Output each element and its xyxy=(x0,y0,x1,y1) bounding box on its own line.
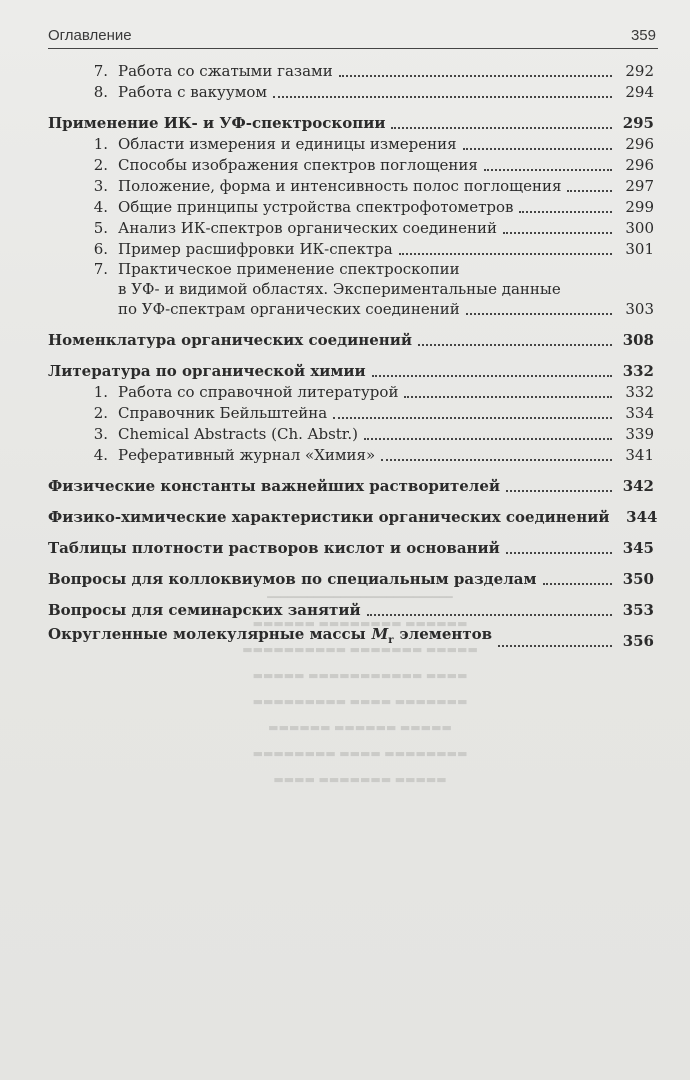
toc-item-number: 1. xyxy=(93,135,108,153)
toc-item-entry[interactable] xyxy=(48,381,654,402)
dot-leader xyxy=(498,631,612,647)
toc-item-entry[interactable] xyxy=(48,444,654,465)
toc-page-number: 332 xyxy=(625,383,654,401)
dot-leader xyxy=(567,176,612,192)
toc-section-entry[interactable] xyxy=(48,110,654,133)
toc-item-number: 3. xyxy=(93,177,108,195)
toc-section-title-tail: элементов xyxy=(399,625,493,643)
toc-item-entry[interactable] xyxy=(48,196,654,217)
toc-page-number: 301 xyxy=(625,240,654,258)
toc-section-entry[interactable] xyxy=(48,625,654,651)
toc-page-number: 296 xyxy=(625,156,654,174)
dot-leader xyxy=(418,330,612,346)
toc-item-title: Справочник Бейльштейна xyxy=(118,404,328,422)
toc-page-number: 344 xyxy=(626,508,658,526)
toc-page-number: 332 xyxy=(622,362,654,380)
toc-page-number: 341 xyxy=(625,446,654,464)
toc-section-entry[interactable] xyxy=(48,566,654,589)
toc-page-number: 295 xyxy=(622,114,654,132)
toc-item-number: 5. xyxy=(93,219,108,237)
toc-item-number: 2. xyxy=(93,156,108,174)
toc-item-entry[interactable] xyxy=(48,423,654,444)
toc-item-number: 4. xyxy=(93,446,108,464)
header-title: Оглавление xyxy=(48,27,132,44)
toc-item-entry[interactable] xyxy=(48,238,654,259)
dot-leader xyxy=(399,239,612,255)
dot-leader xyxy=(484,155,612,171)
toc-section-title-text: Округленные молекулярные массы xyxy=(48,625,366,643)
toc-item-title: Способы изображения спектров поглощения xyxy=(118,156,478,174)
toc-page-number: 292 xyxy=(625,62,654,80)
dot-leader xyxy=(273,82,612,98)
toc-item-title: Chemical Abstracts (Ch. Abstr.) xyxy=(118,425,358,443)
toc-section-entry[interactable] xyxy=(48,535,654,558)
dot-leader xyxy=(333,403,612,419)
toc-item-title: Реферативный журнал «Химия» xyxy=(118,446,376,464)
dot-leader xyxy=(339,61,612,77)
toc-item-entry[interactable] xyxy=(48,154,654,175)
toc-page-number: 334 xyxy=(625,404,654,422)
toc-item-number: 7. xyxy=(93,260,108,278)
toc-item-number: 8. xyxy=(93,83,108,101)
toc-item-number: 1. xyxy=(93,383,108,401)
toc-page-number: 350 xyxy=(622,570,654,588)
toc-item-entry[interactable] xyxy=(48,217,654,238)
toc-page-number: 308 xyxy=(622,331,654,349)
toc-page-number: 356 xyxy=(622,632,654,650)
running-header xyxy=(48,24,658,49)
toc-item-number: 2. xyxy=(93,404,108,422)
dot-leader xyxy=(463,134,612,150)
toc-page-number: 296 xyxy=(625,135,654,153)
toc-item-title: Работа со справочной литературой xyxy=(118,383,399,401)
dot-leader xyxy=(381,445,612,461)
toc-section-entry[interactable] xyxy=(48,504,658,527)
toc-page-number: 299 xyxy=(625,198,654,216)
toc-item-number: 4. xyxy=(93,198,108,216)
toc-item-entry[interactable] xyxy=(48,175,654,196)
toc-item-title-line: в УФ- и видимой областях. Экспериментальные данные xyxy=(118,280,561,298)
toc-section-title xyxy=(48,624,492,651)
toc-page-number: 342 xyxy=(622,477,654,495)
toc-section-title: Номенклатура органических соединений xyxy=(48,331,413,349)
toc-section-title: Применение ИК- и УФ-спектроскопии xyxy=(48,114,386,132)
dot-leader xyxy=(364,424,612,440)
toc-section-title: Физико-химические характеристики органических соединений xyxy=(48,508,610,526)
dot-leader xyxy=(543,569,612,585)
toc-page-number: 294 xyxy=(625,83,654,101)
toc-section-entry[interactable] xyxy=(48,327,654,350)
molar-mass-subscript: r xyxy=(388,635,394,646)
toc-page-number: 303 xyxy=(625,300,654,318)
header-page-number: 359 xyxy=(630,27,656,44)
toc-item-entry[interactable] xyxy=(48,60,654,81)
toc-item-number: 7. xyxy=(93,62,108,80)
toc-item-number: 3. xyxy=(93,425,108,443)
toc-item-title: Анализ ИК-спектров органических соединений xyxy=(118,219,497,237)
toc-section-entry[interactable] xyxy=(48,597,654,620)
toc-item-entry[interactable] xyxy=(48,133,654,154)
dot-leader xyxy=(519,197,612,213)
dot-leader xyxy=(466,299,612,315)
toc-item-title: Положение, форма и интенсивность полос поглощения xyxy=(118,177,562,195)
dot-leader xyxy=(404,382,612,398)
toc-page-number: 300 xyxy=(625,219,654,237)
toc-item-title: Общие принципы устройства спектрофотометров xyxy=(118,198,514,216)
toc-item-title: Работа со сжатыми газами xyxy=(118,62,333,80)
toc-section-entry[interactable] xyxy=(48,473,654,496)
toc-page-number: 345 xyxy=(622,539,654,557)
dot-leader xyxy=(506,476,612,492)
dot-leader xyxy=(391,113,612,129)
toc-section-title: Вопросы для семинарских занятий xyxy=(48,601,361,619)
toc-item-title-line: Практическое применение спектроскопии xyxy=(118,260,460,278)
dot-leader xyxy=(372,361,612,377)
table-of-contents xyxy=(48,60,658,651)
toc-section-entry[interactable] xyxy=(48,358,654,381)
dot-leader xyxy=(506,538,612,554)
dot-leader xyxy=(367,600,612,616)
toc-item-title-line: по УФ-спектрам органических соединений xyxy=(118,300,460,318)
toc-item-title: Пример расшифровки ИК-спектра xyxy=(118,240,393,258)
toc-item-title: Работа с вакуумом xyxy=(118,83,268,101)
show-through-text: ━━━━━━━━━━━━━━━━━━━━━━━━━━━━ ▬▬▬▬▬▬ ▬▬▬▬▬▬▬▬ ▬▬▬▬▬▬ ▬▬▬▬▬ ▬▬▬▬▬▬▬ ▬▬▬▬▬▬▬▬▬▬ ▬▬▬▬ ▬▬▬▬▬▬▬▬▬▬▬ ▬▬▬▬▬ ▬▬▬▬▬▬▬ ▬▬▬▬ ▬▬▬▬▬▬▬▬▬ ▬▬▬▬▬ ▬▬▬▬▬▬ ▬▬▬▬▬▬ ▬▬▬▬▬▬▬▬ ▬▬▬▬ ▬▬▬▬▬▬▬▬ ▬▬▬▬▬ ▬▬▬▬▬▬▬ ▬▬▬▬ xyxy=(242,591,478,786)
toc-item-title: Области измерения и единицы измерения xyxy=(118,135,457,153)
toc-page-number: 339 xyxy=(625,425,654,443)
toc-item-number: 6. xyxy=(93,240,108,258)
toc-section-title: Физические константы важнейших растворителей xyxy=(48,477,501,495)
toc-item-entry[interactable] xyxy=(48,402,654,423)
toc-item-entry[interactable] xyxy=(48,81,654,102)
dot-leader xyxy=(503,218,612,234)
toc-section-title: Вопросы для коллоквиумов по специальным разделам xyxy=(48,570,537,588)
toc-section-title: Таблицы плотности растворов кислот и оснований xyxy=(48,539,500,557)
molar-mass-symbol: M xyxy=(371,625,389,643)
toc-page-number: 353 xyxy=(622,601,654,619)
toc-section-title: Литература по органической химии xyxy=(48,362,366,380)
toc-page-number: 297 xyxy=(625,177,654,195)
toc-item-entry-multiline[interactable] xyxy=(48,259,654,319)
